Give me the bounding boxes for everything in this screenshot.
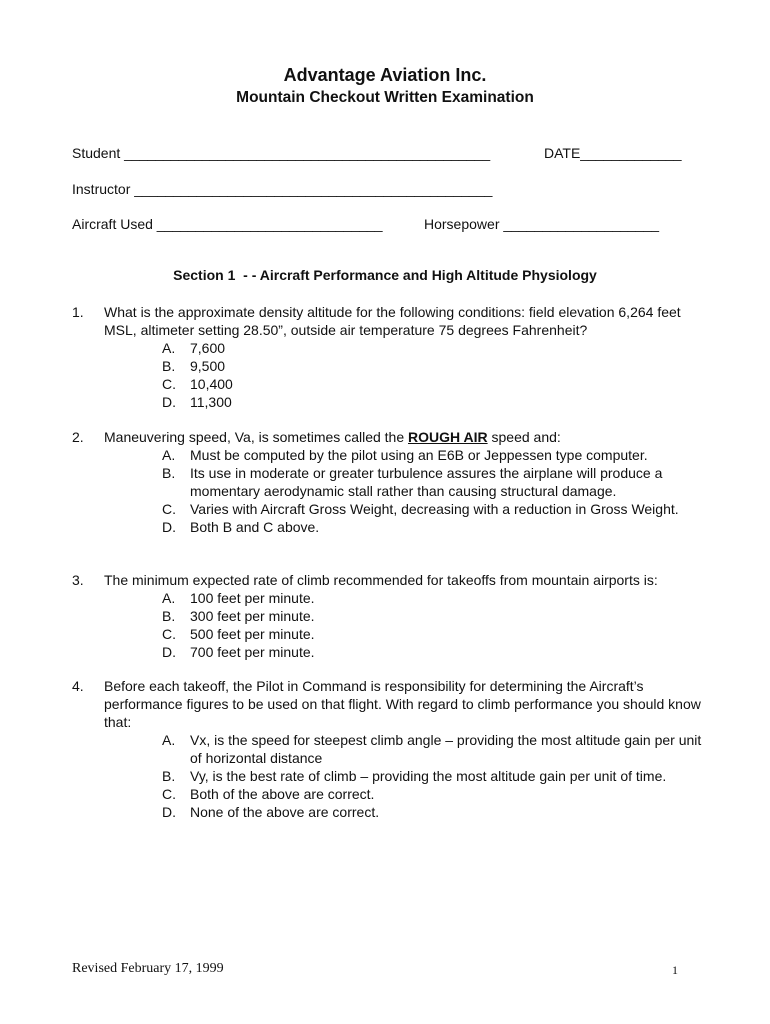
question-number: 4. [72,678,84,694]
question-3 [72,571,722,666]
answer-options [162,339,702,411]
answer-option: C. Varies with Aircraft Gross Weight, decreasing with a reduction in Gross Weight. [162,501,679,517]
answer-option: A. 7,600 [162,340,226,356]
student-field: Student _______________________________________________ [72,145,491,161]
question-number: 3. [72,572,84,588]
answer-option: D. Both B and C above. [162,519,320,535]
question-text: Before each takeoff, the Pilot in Command is responsibility for determining the Aircraft’s performance figures to be used on that flight. With regard to climb performance you should know that: [104,678,701,730]
revision-date: Revised February 17, 1999 [72,961,224,976]
question-text: The minimum expected rate of climb recommended for takeoffs from mountain airports is: [104,572,658,588]
answer-options [162,446,702,536]
date-field: DATE_____________ [544,145,682,161]
answer-option: A. 100 feet per minute. [162,590,315,606]
answer-option: A. Vx, is the speed for steepest climb angle – providing the most altitude gain per unit of horizontal distance [162,732,702,766]
answer-option: D. None of the above are correct. [162,804,380,820]
question-2 [72,428,722,558]
answer-option: D. 700 feet per minute. [162,644,315,660]
answer-option: A. Must be computed by the pilot using an E6B or Jeppessen type computer. [162,447,648,463]
question-number: 2. [72,429,84,445]
answer-option: B. Vy, is the best rate of climb – providing the most altitude gain per unit of time. [162,768,667,784]
question-number: 1. [72,304,84,320]
answer-options [162,589,702,661]
question-1 [72,303,722,413]
answer-option: B. Its use in moderate or greater turbulence assures the airplane will produce a momentary aerodynamic stall rather than causing structural damage. [162,465,663,499]
page-number: 1 [672,963,678,977]
instructor-field: Instructor ______________________________________________ [72,181,493,197]
answer-option: C. 500 feet per minute. [162,626,315,642]
horsepower-field: Horsepower ____________________ [424,216,660,232]
aircraft-used-field: Aircraft Used _____________________________ [72,216,383,232]
document-subtitle: Mountain Checkout Written Examination [236,89,534,106]
answer-option: B. 300 feet per minute. [162,608,315,624]
question-text: Maneuvering speed, Va, is sometimes called the ROUGH AIR speed and: [104,429,561,445]
answer-option: D. 11,300 [162,394,232,410]
document-title: Advantage Aviation Inc. [283,65,487,85]
answer-option: C. Both of the above are correct. [162,786,375,802]
question-text: What is the approximate density altitude for the following conditions: field elevation 6,264 feet MSL, altimeter setting 28.50”, outside air temperature 75 degrees Fahrenheit? [104,304,681,338]
question-4 [72,677,722,827]
section-title: Section 1 - - Aircraft Performance and High Altitude Physiology [173,267,597,283]
rough-air-emphasis: ROUGH AIR [408,429,488,445]
answer-option: C. 10,400 [162,376,233,392]
answer-option: B. 9,500 [162,358,226,374]
answer-options [162,731,702,821]
